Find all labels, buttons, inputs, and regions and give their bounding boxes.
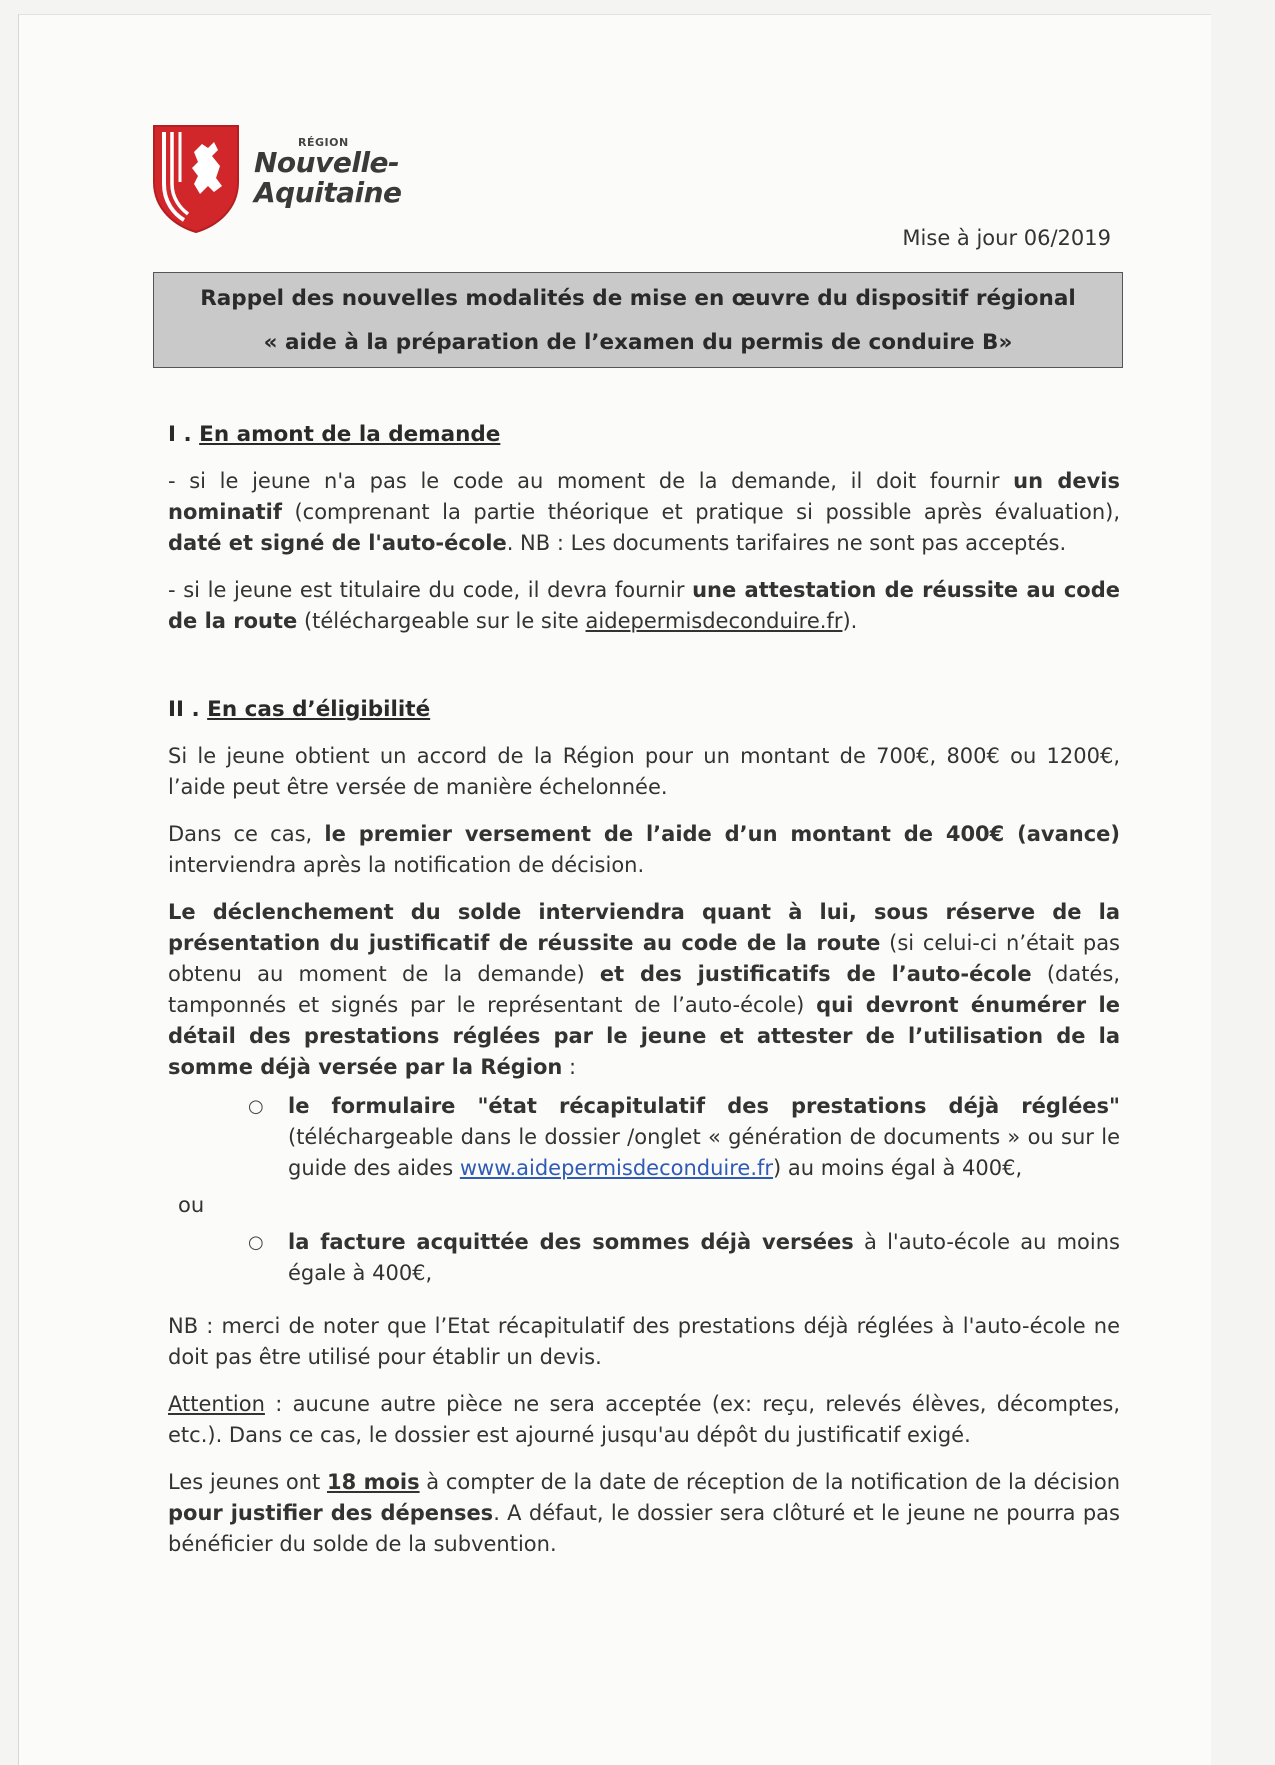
bold-underline-run: 18 mois [326,1470,420,1494]
logo-region-label: RÉGION [298,136,349,149]
bold-run: la facture acquittée des sommes déjà versées [288,1230,854,1254]
section2-paragraph3 [168,897,1120,1083]
section1-heading [168,420,1120,450]
text-run: (comprenant la partie théorique et pratique si possible après évaluation), [281,500,1120,524]
text-run: (si celui-ci n’était pas obtenu au moment de la demande) [168,931,1120,986]
text-run: Les jeunes ont [168,1470,327,1494]
bold-run: et des justificatifs de l’auto-école [599,962,1032,986]
logo-name-line2: Aquitaine [254,176,402,209]
or-separator: ou [178,1193,205,1217]
bold-run: daté et signé de l'auto-école [168,531,507,555]
section2-paragraph2 [168,819,1120,881]
section1-number: I . [168,422,200,447]
text-run: (téléchargeable sur le site [297,609,586,633]
document-title-box [153,272,1123,368]
attention-paragraph [168,1389,1120,1451]
bold-run: qui devront énumérer le détail des prestations réglées par le jeune et attester de l’utilisation de la somme déjà versée par la Région [168,993,1120,1079]
section2-heading-text: En cas d’éligibilité [207,697,431,722]
aidepermis-link[interactable]: aidepermisdeconduire.fr [585,609,843,633]
text-run: ). [842,609,858,633]
section2-heading [168,695,1120,725]
bold-run: un devis nominatif [168,469,1120,524]
text-run: à l'auto-école au moins égale à 400€, [288,1230,1120,1285]
attention-label: Attention [168,1392,265,1416]
section2-number: II . [168,697,208,722]
text-run: : aucune autre pièce ne sera acceptée (ex: reçu, relevés élèves, décomptes, etc.). Dans ce cas, le dossier est ajourné jusqu'au dépôt du justificatif exigé. [168,1392,1120,1447]
region-logo [150,122,450,238]
justificatif-list-2 [168,1227,1120,1289]
text-run: - si le jeune est titulaire du code, il devra fournir [168,578,693,602]
text-run: ) au moins égal à 400€, [773,1156,1023,1180]
justificatif-list [168,1091,1120,1184]
section1-heading-text: En amont de la demande [199,422,501,447]
logo-name-line1: Nouvelle- [254,146,400,179]
text-run: . A défaut, le dossier sera clôturé et le jeune ne pourra pas bénéficier du solde de la subvention. [168,1501,1120,1556]
text-run: - si le jeune n'a pas le code au moment de la demande, il doit fournir [168,469,1014,493]
document-body [168,420,1120,1560]
logo-region-name [254,148,402,208]
bold-run: le premier versement de l’aide d’un montant de 400€ (avance) [324,822,1120,846]
circle-bullet-icon: ○ [248,1232,264,1253]
nb-paragraph: NB : merci de noter que l’Etat récapitulatif des prestations déjà réglées à l'auto-école ne doit pas être utilisé pour établir un devis. [168,1314,1120,1369]
text-run: Dans ce cas, [168,822,325,846]
title-line2: « aide à la préparation de l’examen du permis de conduire B» [263,330,1013,355]
text-run: . NB : Les documents tarifaires ne sont pas acceptés. [506,531,1067,555]
region-shield-icon [150,122,242,236]
bold-run: le formulaire "état récapitulatif des prestations déjà réglées" [288,1094,1120,1118]
aidepermis-www-link[interactable]: www.aidepermisdeconduire.fr [459,1156,774,1180]
bold-run: une attestation de réussite au code de la route [168,578,1120,633]
bold-run: pour justifier des dépenses [168,1501,494,1525]
circle-bullet-icon: ○ [248,1096,264,1117]
section1-paragraph2 [168,575,1120,637]
section2-paragraph1: Si le jeune obtient un accord de la Région pour un montant de 700€, 800€ ou 1200€, l’aide peut être versée de manière échelonnée. [168,744,1120,799]
update-date: Mise à jour 06/2019 [902,226,1111,250]
text-run: (datés, tamponnés et signés par le représentant de l’auto-école) [168,962,1120,1017]
list-item [248,1091,1120,1184]
text-run: : [562,1055,577,1079]
text-run: interviendra après la notification de décision. [168,853,645,877]
section1-paragraph1 [168,466,1120,559]
deadline-paragraph [168,1467,1120,1560]
bold-run: Le déclenchement du solde interviendra quant à lui, sous réserve de la présentation du justificatif de réussite au code de la route [168,900,1120,955]
text-run: (téléchargeable dans le dossier /onglet « génération de documents » ou sur le guide des aides [288,1125,1120,1180]
text-run: à compter de la date de réception de la notification de la décision [419,1470,1121,1494]
title-line1: Rappel des nouvelles modalités de mise en œuvre du dispositif régional [200,286,1076,311]
list-item [248,1227,1120,1289]
